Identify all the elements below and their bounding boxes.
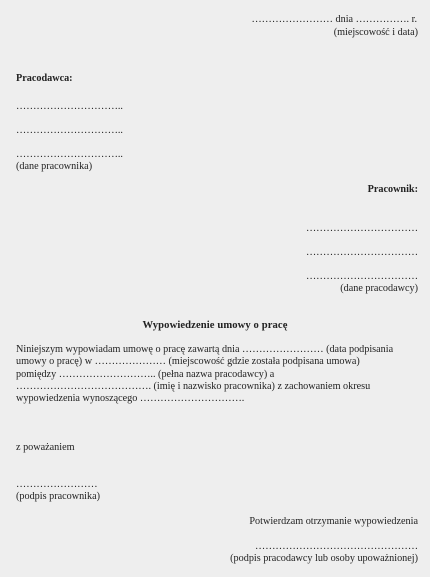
document-title: Wypowiedzenie umowy o pracę xyxy=(142,320,288,331)
body-line: Niniejszym wypowiadam umowę o pracę zawartą dnia …………………… (data podpisania xyxy=(16,344,394,355)
body-line: pomiędzy ……………………….. (pełna nazwa pracodawcy) a xyxy=(16,368,275,380)
body-paragraph xyxy=(16,344,414,405)
employee-line-3: …………………………… xyxy=(305,271,418,282)
employee-signature-caption: (podpis pracownika) xyxy=(16,491,101,502)
employee-signature-line: …………………… xyxy=(16,479,98,490)
place-date-caption: (miejscowość i data) xyxy=(333,27,418,38)
employee-line-2: …………………………… xyxy=(305,247,418,258)
employee-line-1: …………………………… xyxy=(305,223,418,234)
employer-line-3: ………………………….. xyxy=(16,149,123,160)
place-date-line: …………………… dnia ……………. r. xyxy=(251,14,417,25)
employer-signature-line: ………………………………………… xyxy=(255,541,418,552)
employer-caption: (dane pracownika) xyxy=(16,161,93,172)
employee-heading: Pracownik: xyxy=(367,184,418,195)
employer-line-1: ………………………….. xyxy=(16,101,123,112)
body-line: …………………………………. (imię i nazwisko pracownika) z zachowaniem okresu xyxy=(16,380,371,392)
regards-text: z poważaniem xyxy=(16,442,75,453)
body-line: umowy o pracę) w ………………… (miejscowość gdzie została podpisana umowa) xyxy=(16,356,360,368)
employer-line-2: ………………………….. xyxy=(16,125,123,136)
employer-heading: Pracodawca: xyxy=(16,73,73,84)
employee-caption: (dane pracodawcy) xyxy=(340,283,418,294)
employer-signature-caption: (podpis pracodawcy lub osoby upoważnionej) xyxy=(230,553,418,564)
confirmation-text: Potwierdzam otrzymanie wypowiedzenia xyxy=(249,516,418,527)
body-line: wypowiedzenia wynoszącego …………………………. xyxy=(16,393,245,405)
